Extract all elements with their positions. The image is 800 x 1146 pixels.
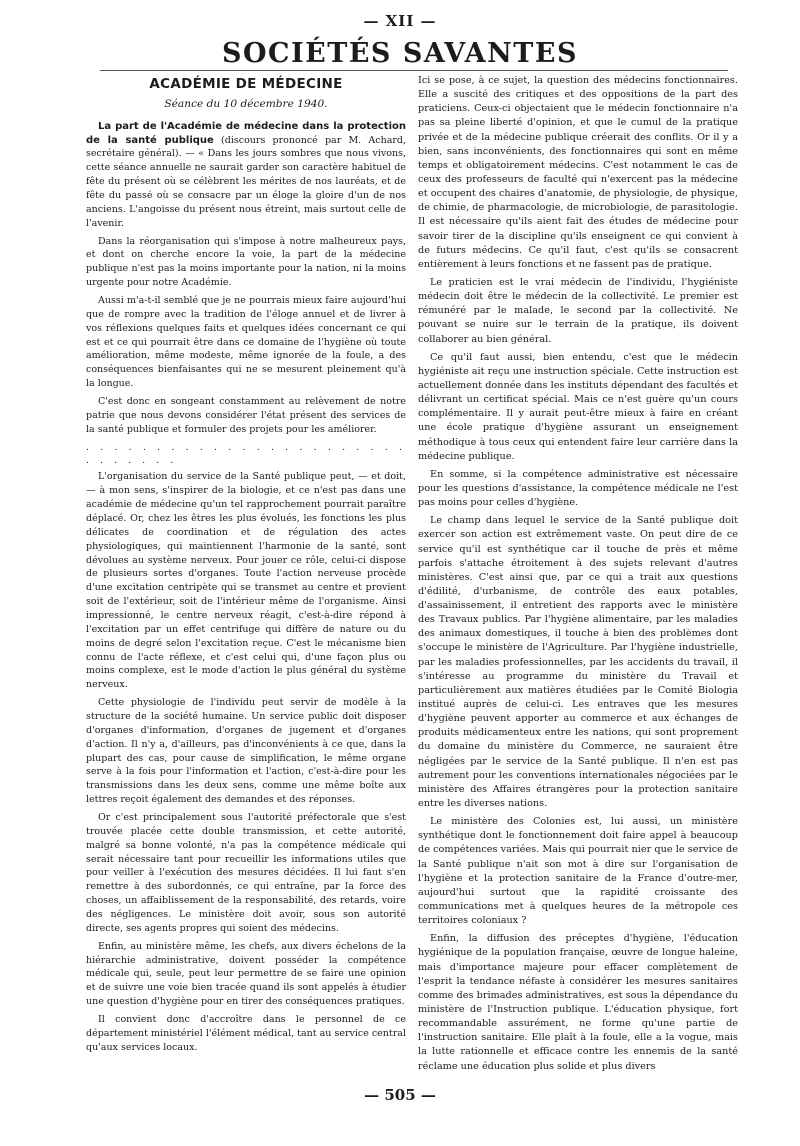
academy-heading: ACADÉMIE DE MÉDECINE [149,76,343,92]
paragraph: Aussi m'a-t-il semblé que je ne pourrais mieux faire aujourd'hui que de rompre avec la tradition de l'éloge annuel et de livrer à vos réflexions quelques faits et quelques idées concernant ce qui est et ce qui pourrait être dans ce domaine de l'hygiène où toute amélioration, même modeste, même ignorée de la foule, a des conséquences bienfaisantes qui ne se mesurent pleinement qu'à la longue. [86,295,406,390]
session-date: Séance du 10 décembre 1940. [164,97,328,110]
paragraph: L'organisation du service de la Santé publique peut, — et doit, — à mon sens, s'inspirer de la biologie, et ce n'est pas dans une académie de médecine qu'un tel rapprochement pourrait paraître déplacé. Or, chez les êtres les plus évolués, les fonctions les plus délicates de coordination et de régulation des actes physiologiques, qui maintiennent l'harmonie de la santé, sont dévolues au système nerveux. Pour jouer ce rôle, celui-ci dispose de plusieurs sortes d'organes. Toute l'action nerveuse procède d'une excitation centripète qui se transmet au centre et provient soit de l'extérieur, soit de l'intérieur même de l'organisme. Ainsi impressionné, le centre nerveux réagit, c'est-à-dire répond à l'excitation par un effet centrifuge qui diffère de nature ou du moins de degré selon l'excitation reçue. C'est le mécanisme bien connu de l'acte réflexe, et c'est celui qui, d'une façon plus ou moins complexe, est le mode d'action le plus général du système nerveux. [86,471,406,691]
paragraph: Enfin, au ministère même, les chefs, aux divers échelons de la hiérarchie administrative, doivent posséder la compétence médicale qui, seule, peut leur permettre de se faire une opinion et de suivre une voie bien tracée quand ils sont appelés à étudier une question d'hygiène pour en tirer des conséquences pratiques. [86,940,406,1008]
paragraph-text: (discours prononcé par M. Achard, secrétaire général). — « Dans les jours sombres que nous vivons, cette séance annuelle ne saurait garder son caractère habituel de fête du présent où se célèbrent les mérites de nos lauréats, et de fête du passé où se consacre par un éloge la gloire d'un de nos anciens. L'angoisse du présent nous étreint, mais surtout celle de l'avenir. [86,134,406,229]
page-number: — 505 — [364,1086,436,1104]
ellipsis-separator: . . . . . . . . . . . . . . . . . . . . . . . . . . . . . . [86,441,406,467]
title-rule [100,70,728,71]
discourse-title: La part de l'Académie de médecine dans la protection de la santé publique [86,120,406,146]
paragraph: Enfin, la diffusion des préceptes d'hygiène, l'éducation hygiénique de la population française, œuvre de longue haleine, mais d'importance majeure pour effacer complètement de l'esprit la tendance néfaste à considérer les mesures sanitaires comme des brimades administratives, est sous la dépendance du ministère de l'Instruction publique. L'éducation physique, fort recommandable assurément, ne forme qu'une partie de l'instruction sanitaire. Elle plaît à la foule, elle a la vogue, mais la lutte rationnelle et efficace contre les ennemis de la santé réclame une éducation plus solide et plus divers [418,933,738,1072]
paragraph: Ici se pose, à ce sujet, la question des médecins fonctionnaires. Elle a suscité des critiques et des oppositions de la part des praticiens. Ceux-ci objectaient que le médecin fonctionnaire n'a pas sa pleine liberté d'opinion, et que le cumul de la pratique privée et de la médecine publique créerait des conflits. Or il y a bien, sans inconvénients, des fonctionnaires qui sont en même temps et obligatoirement médecins. C'est notamment le cas de ceux des professeurs de faculté qui n'exercent pas la médecine et occupent des chaires d'anatomie, de physiologie, de physique, de chimie, de pharmacologie, de microbiologie, de parasitologie. Il est nécessaire qu'ils aient fait des études de médecine pour savoir tirer de la discipline qu'ils enseignent ce qui convient à de futurs médecins. Ce qu'il faut, c'est qu'ils se consacrent entièrement à leurs fonctions et ne fassent pas de pratique. [418,75,738,270]
paragraph: Ce qu'il faut aussi, bien entendu, c'est que le médecin hygiéniste ait reçu une instruction spéciale. Cette instruction est actuellement donnée dans les instituts dépendant des facultés et délivrant un certificat spécial. Mais ce n'est guère qu'un cours complémentaire. Il y aurait peut-être mieux à faire en créant une école pratique d'hygiène assurant un enseignement méthodique à tous ceux qui entendent faire leur carrière dans la médecine publique. [418,351,738,462]
paragraph: Il convient donc d'accroître dans le personnel de ce département ministériel l'élément médical, tant au service central qu'aux services locaux. [86,1014,406,1053]
paragraph: Le champ dans lequel le service de la Santé publique doit exercer son action est extrêmement vaste. On peut dire de ce service qu'il est synthétique car il touche de près et même parfois s'attache étroitement à des sujets relevant d'autres ministères. C'est ainsi que, par ce qui a trait aux questions d'édilité, d'urbanisme, de contrôle des eaux potables, d'assainissement, il entretient des rapports avec le ministère des Travaux publics. Par l'hygiène alimentaire, par les maladies des animaux domestiques, il touche à bien des problèmes dont s'occupe le ministère de l'Agriculture. Par l'hygiène industrielle, par les maladies professionnelles, par les accidents du travail, il s'intéresse au programme du ministère du Travail et particulièrement aux matières étudiées par le Comité Biologia institué auprès de celui-ci. Les entraves que les mesures d'hygiène peuvent apporter au commerce et aux échanges de produits médicamenteux entre les nations, qui sont proprement du domaine du ministère du Commerce, ne sauraient être négligées par le service de la Santé publique. Il n'en est pas autrement pour les conventions internationales négociées par le ministère des Affaires étrangères pour la protection sanitaire entre les diverses nations. [418,515,738,810]
paragraph: Or c'est principalement sous l'autorité préfectorale que s'est trouvée placée cette double transmission, et cette autorité, malgré sa bonne volonté, n'a pas la compétence médicale qui serait nécessaire tant pour recueillir les informations utiles que pour veiller à l'exécution des mesures décidées. Il lui faut s'en remettre à des subordonnés, ce qui entraîne, par la force des choses, un affaiblissement de la responsabilité, des retards, voire des négligences. Le ministère doit avoir, sous son autorité directe, ses agents propres qui soient des médecins. [86,811,406,934]
paragraph: Le praticien est le vrai médecin de l'individu, l'hygiéniste médecin doit être le médecin de la collectivité. Le premier est rémunéré par le malade, le second par la collectivité. Ne pouvant se nuire sur le terrain de la pratique, ils doivent collaborer au bien général. [418,276,738,345]
left-column [86,74,406,1059]
paragraph: En somme, si la compétence administrative est nécessaire pour les questions d'assistance, la compétence médicale ne l'est pas moins pour celles d'hygiène. [418,468,738,509]
section-title: SOCIÉTÉS SAVANTES [222,38,578,69]
paragraph: Le ministère des Colonies est, lui aussi, un ministère synthétique dont le fonctionnement doit faire appel à beaucoup de compétences variées. Mais qui pourrait nier que le service de la Santé publique n'ait son mot à dire sur l'organisation de l'hygiène et la protection sanitaire de la France d'outre-mer, aujourd'hui surtout que la rapidité croissante des communications met à quelques heures de la métropole ces territoires coloniaux ? [418,816,738,927]
paragraph [86,120,406,231]
roman-page-number: — XII — [363,12,437,30]
paragraph: C'est donc en songeant constamment au relèvement de notre patrie que nous devons considérer l'état présent des services de la santé publique et formuler des projets pour les améliorer. [86,396,406,435]
paragraph: Cette physiologie de l'individu peut servir de modèle à la structure de la société humaine. Un service public doit disposer d'organes d'information, d'organes de jugement et d'organes d'action. Il n'y a, d'ailleurs, pas d'inconvénients à ce que, dans la plupart des cas, pour cause de simplification, le même organe serve à la fois pour l'information et l'action, c'est-à-dire pour les transmissions dans les deux sens, comme une même boîte aux lettres reçoit également des demandes et des réponses. [86,697,406,806]
right-column [418,74,738,1078]
paragraph: Dans la réorganisation qui s'impose à notre malheureux pays, et dont on cherche encore la voie, la part de la médecine publique n'est pas la moins importante pour la nation, ni la moins urgente pour notre Académie. [86,235,406,289]
